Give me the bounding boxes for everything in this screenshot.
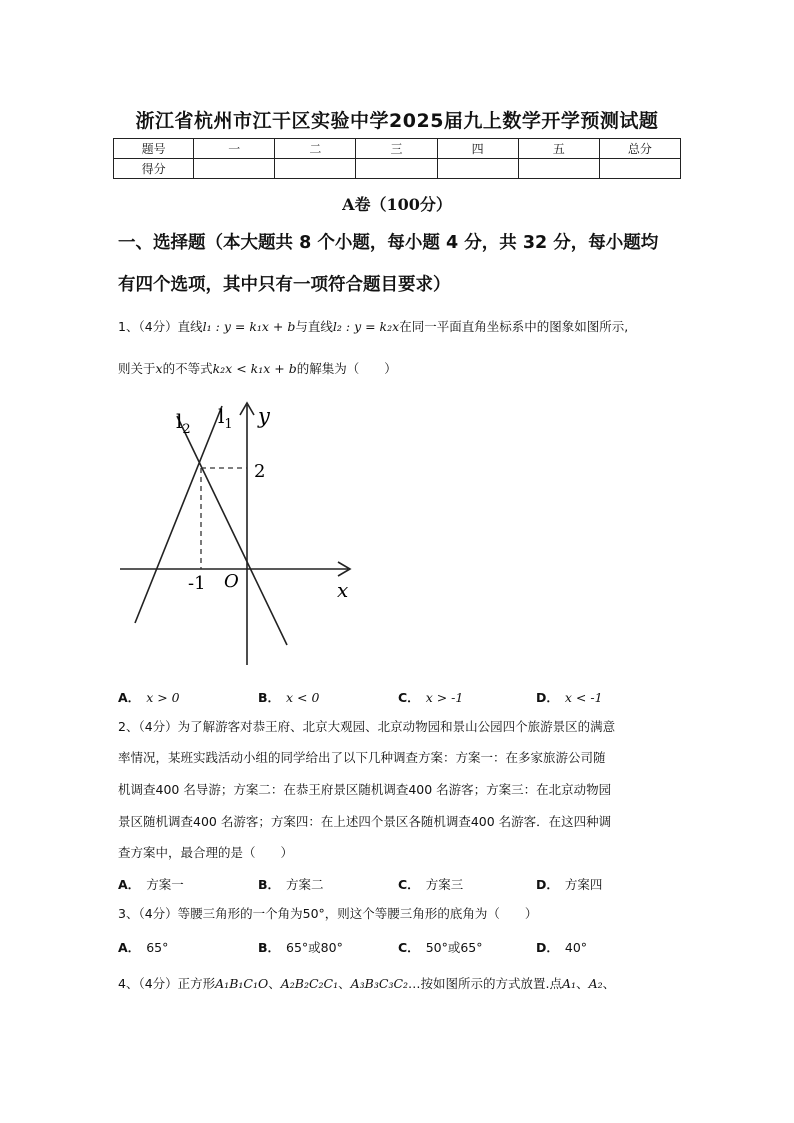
q3-option-a[interactable]: A． 65° (118, 940, 169, 955)
part1-heading-line1: 一、选择题（本大题共 8 个小题，每小题 4 分，共 32 分，每小题均 (118, 233, 659, 253)
line-l1 (135, 406, 222, 623)
score-header-cell: 一 (194, 139, 275, 159)
q4-square-3: A₃B₃C₃C₂ (350, 976, 409, 991)
label-l2: $l_2$ (176, 409, 191, 437)
score-header-cell: 二 (275, 139, 356, 159)
q1-line-l2: l₂ : y = k₂x (332, 319, 400, 334)
q1-line2 (118, 353, 693, 385)
score-header-cell: 五 (518, 139, 599, 159)
q4-square-2: A₂B₂C₂C₁ (280, 976, 339, 991)
q4-text: 、 (576, 976, 589, 991)
q4-text: 、 (338, 976, 351, 991)
q4-point-a2: A₂ (588, 976, 603, 991)
q1-text: 则关于 (118, 361, 156, 376)
q3-option-c[interactable]: C． 50°或65° (398, 940, 483, 955)
q1-graph (112, 395, 362, 675)
part1-heading-line2: 有四个选项，其中只有一项符合题目要求） (118, 275, 451, 295)
q1-text: 的解集为（ ） (296, 361, 397, 376)
q1-text: 直线 (177, 319, 203, 334)
q1-line1 (118, 311, 693, 343)
q2-option-c[interactable]: C． 方案三 (398, 877, 464, 892)
q4-text: 4、（4分）正方形 (118, 976, 216, 991)
score-table (113, 138, 681, 179)
q2-line3: 机调查400 名导游；方案二：在恭王府景区随机调查400 名游客；方案三：在北京动物园 (118, 782, 612, 797)
q1-number: 1、（4分） (118, 319, 178, 334)
label-l1: $l_1$ (218, 404, 233, 432)
label-two: 2 (254, 461, 266, 482)
q1-option-b[interactable]: B． x < 0 (258, 690, 320, 705)
q1-option-a[interactable]: A． x > 0 (118, 690, 180, 705)
q1-line-l1: l₁ : y = k₁x + b (202, 319, 296, 334)
q2-option-a[interactable]: A． 方案一 (118, 877, 184, 892)
q4-line1 (118, 968, 693, 1000)
q3-option-d[interactable]: D． 40° (536, 940, 588, 955)
q1-option-c[interactable]: C． x > -1 (398, 690, 464, 705)
q2-line2: 率情况，某班实践活动小组的同学给出了以下几种调查方案：方案一：在多家旅游公司随 (118, 750, 606, 765)
q1-inequality: k₂x < k₁x + b (212, 361, 297, 376)
q4-text: 、 (602, 976, 616, 991)
score-cell[interactable] (437, 159, 518, 179)
q4-text: …按如图所示的方式放置.点 (408, 976, 563, 991)
score-table-header-row (114, 139, 681, 159)
score-cell[interactable] (599, 159, 680, 179)
score-header-cell: 总分 (599, 139, 680, 159)
q4-text: 、 (268, 976, 281, 991)
q1-text: 在同一平面直角坐标系中的图象如图所示, (399, 319, 629, 334)
section-title: A卷（100分） (342, 195, 452, 214)
score-table-score-row (114, 159, 681, 179)
score-cell[interactable] (194, 159, 275, 179)
line-l2 (177, 416, 287, 645)
label-y: y (258, 404, 270, 428)
q1-var: x (155, 361, 163, 376)
page-title: 浙江省杭州市江干区实验中学2025届九上数学开学预测试题 (135, 110, 659, 132)
score-row-label: 得分 (114, 159, 194, 179)
score-cell[interactable] (356, 159, 437, 179)
q1-option-d[interactable]: D． x < -1 (536, 690, 603, 705)
score-header-cell: 三 (356, 139, 437, 159)
q1-text: 的不等式 (162, 361, 213, 376)
q2-line5: 查方案中，最合理的是（ ） (118, 845, 294, 860)
score-cell[interactable] (518, 159, 599, 179)
score-cell[interactable] (275, 159, 356, 179)
q2-option-d[interactable]: D． 方案四 (536, 877, 603, 892)
label-x: x (337, 578, 349, 602)
q2-line1: 2、（4分）为了解游客对恭王府、北京大观园、北京动物园和景山公园四个旅游景区的满意 (118, 719, 616, 734)
label-origin: O (224, 571, 239, 592)
q4-point-a1: A₁ (562, 976, 577, 991)
q3-line1: 3、（4分）等腰三角形的一个角为50°，则这个等腰三角形的底角为（ ） (118, 906, 538, 921)
score-header-cell: 四 (437, 139, 518, 159)
label-minus-one: -1 (188, 573, 206, 594)
q1-text: 与直线 (295, 319, 333, 334)
score-header-cell: 题号 (114, 139, 194, 159)
q2-line4: 景区随机调查400 名游客；方案四：在上述四个景区各随机调查400 名游客．在这四种调 (118, 814, 612, 829)
q2-option-b[interactable]: B． 方案二 (258, 877, 324, 892)
q4-square-1: A₁B₁C₁O (215, 976, 269, 991)
q3-option-b[interactable]: B． 65°或80° (258, 940, 343, 955)
